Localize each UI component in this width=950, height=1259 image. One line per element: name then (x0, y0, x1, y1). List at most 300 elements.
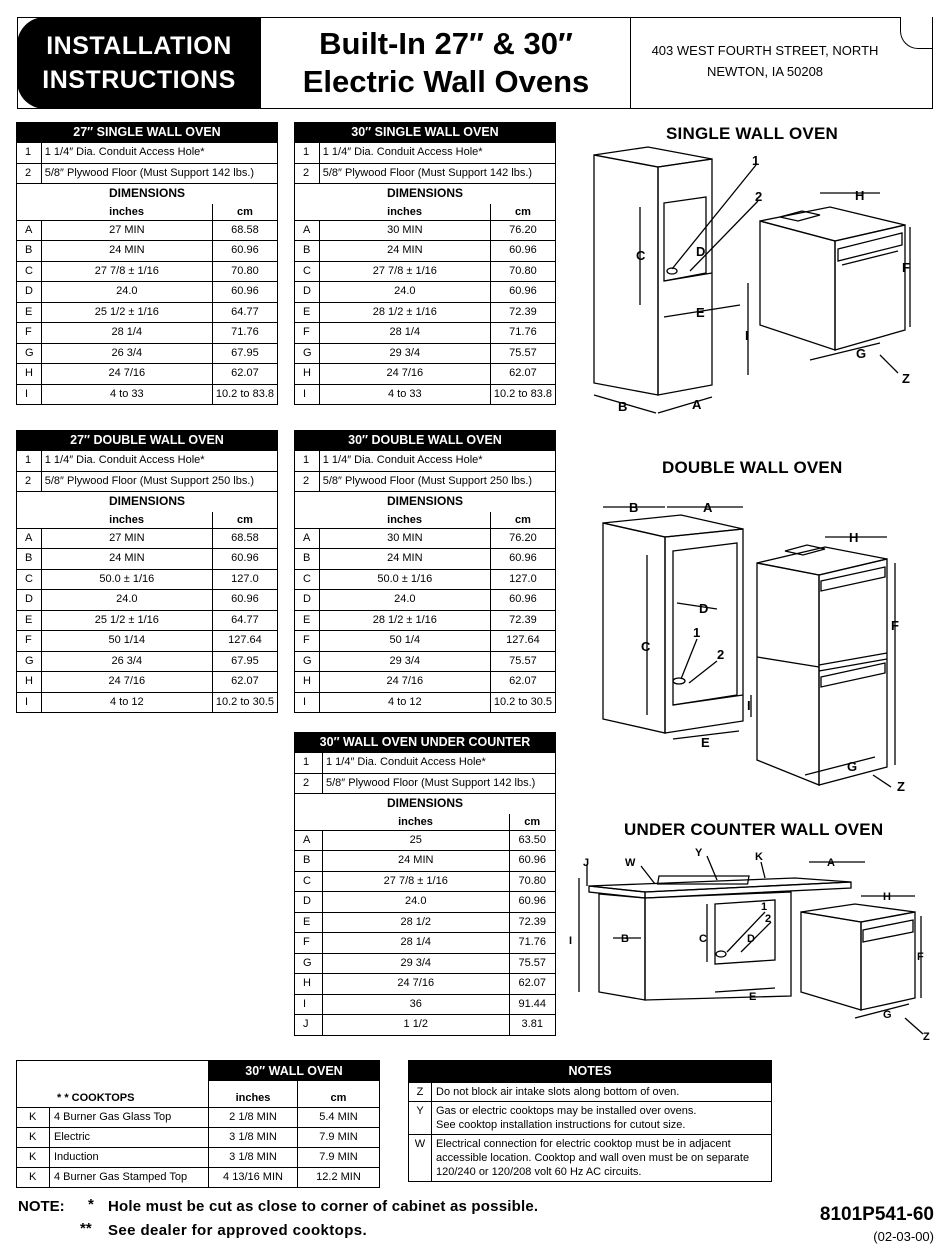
note-key: 2 (295, 773, 323, 794)
dim-inches: 28 1/2 (323, 912, 510, 933)
note-key: 2 (295, 163, 320, 184)
note-text: 1 1/4″ Dia. Conduit Access Hole* (41, 451, 277, 472)
cooktop-row (17, 1147, 380, 1167)
note-text: 5/8″ Plywood Floor (Must Support 142 lbs.) (319, 163, 555, 184)
note-line: 120/240 or 120/208 volt 60 Hz AC circuits. (436, 1166, 642, 1178)
column-header-row (295, 512, 556, 529)
table-row (295, 974, 556, 995)
dim-key: F (295, 631, 320, 652)
label-1: 1 (752, 153, 760, 168)
note-key: 2 (295, 471, 320, 492)
table-row (17, 528, 278, 549)
dim-cm: 62.07 (212, 672, 277, 693)
dim-inches: 27 7/8 ± 1/16 (323, 871, 510, 892)
dim-key: E (295, 912, 323, 933)
uc-label-C: C (699, 933, 707, 945)
note-text: 1 1/4″ Dia. Conduit Access Hole* (41, 143, 277, 164)
table-row (17, 343, 278, 364)
cm-header: cm (490, 512, 555, 529)
table-row (295, 364, 556, 385)
notes-title: NOTES (409, 1061, 772, 1083)
table-row (295, 241, 556, 262)
column-header-row (295, 814, 556, 831)
dim-inches: 27 7/8 ± 1/16 (319, 261, 490, 282)
double-oven-diagram (585, 485, 925, 795)
cooktop-name: Electric (50, 1127, 209, 1147)
table-note-row (295, 163, 556, 184)
table-row (17, 302, 278, 323)
table-row (295, 994, 556, 1015)
dim-inches: 26 3/4 (41, 651, 212, 672)
table-title-row (295, 431, 556, 451)
table-title: 30″ WALL OVEN UNDER COUNTER (295, 733, 556, 753)
table-note-row (295, 773, 556, 794)
table-row (295, 610, 556, 631)
dim-cm: 63.50 (509, 830, 556, 851)
note-text (432, 1083, 772, 1102)
cooktop-key: K (17, 1107, 50, 1127)
dim-inches: 24 MIN (41, 241, 212, 262)
dim-cm: 75.57 (490, 343, 555, 364)
table-row (295, 343, 556, 364)
dim-inches: 50.0 ± 1/16 (319, 569, 490, 590)
cooktop-cm: 7.9 MIN (298, 1127, 380, 1147)
note-key: 2 (17, 471, 42, 492)
address-line-2: NEWTON, IA 50208 (706, 64, 824, 79)
dim-inches: 27 MIN (41, 528, 212, 549)
label-2: 2 (755, 189, 763, 204)
table-row (17, 323, 278, 344)
uc-label-E: E (749, 991, 757, 1003)
uc-label-H: H (883, 891, 891, 903)
footer-star-2: ** (80, 1220, 92, 1237)
part-number: 8101P541-60 (819, 1204, 934, 1225)
uc-label-Z: Z (923, 1031, 930, 1043)
dimensions-row (295, 184, 556, 204)
uc-label-F: F (917, 951, 924, 963)
dim-key: H (17, 364, 42, 385)
header-badge (17, 17, 261, 109)
dim-key: C (17, 569, 42, 590)
note-key: 1 (295, 143, 320, 164)
dim-cm: 127.0 (212, 569, 277, 590)
dbl-label-F: F (891, 618, 899, 633)
dim-inches: 24 7/16 (41, 672, 212, 693)
notes-table (408, 1060, 772, 1182)
dim-key: C (17, 261, 42, 282)
dim-inches: 25 1/2 ± 1/16 (41, 610, 212, 631)
cooktop-row (17, 1107, 380, 1127)
inches-header: inches (323, 814, 510, 831)
dim-key: D (295, 892, 323, 913)
blank-header (17, 204, 42, 221)
note-text: 5/8″ Plywood Floor (Must Support 142 lbs.) (323, 773, 556, 794)
note-row (409, 1135, 772, 1182)
table-row (295, 528, 556, 549)
dbl-label-H: H (849, 530, 859, 545)
dim-cm: 71.76 (490, 323, 555, 344)
cooktop-cm: 7.9 MIN (298, 1147, 380, 1167)
dbl-label-E: E (701, 735, 710, 750)
dim-key: E (295, 302, 320, 323)
table-row (17, 672, 278, 693)
dim-key: G (17, 651, 42, 672)
cooktop-row (17, 1127, 380, 1147)
table-row (295, 569, 556, 590)
dim-cm: 76.20 (490, 528, 555, 549)
table-row (295, 323, 556, 344)
table-note-row (295, 143, 556, 164)
dim-cm: 64.77 (212, 610, 277, 631)
dim-key: C (295, 569, 320, 590)
table-row (17, 384, 278, 405)
table-row (295, 953, 556, 974)
dim-key: D (17, 282, 42, 303)
dim-key: F (295, 933, 323, 954)
dim-inches: 24 MIN (319, 549, 490, 570)
dim-key: D (295, 590, 320, 611)
dim-cm: 62.07 (490, 364, 555, 385)
dim-key: I (17, 692, 42, 713)
note-line: Gas or electric cooktops may be installed over ovens. (436, 1105, 697, 1117)
dim-key: H (17, 672, 42, 693)
label-G: G (856, 346, 867, 361)
cooktop-cm-header: cm (298, 1081, 380, 1108)
dim-cm: 68.58 (212, 220, 277, 241)
dim-cm: 71.76 (509, 933, 556, 954)
dim-cm: 70.80 (490, 261, 555, 282)
note-text (432, 1135, 772, 1182)
dim-cm: 127.64 (212, 631, 277, 652)
dim-cm: 70.80 (212, 261, 277, 282)
single-diagram-title: SINGLE WALL OVEN (666, 124, 838, 143)
dim-inches: 25 (323, 830, 510, 851)
footer-star-1: * (88, 1196, 94, 1213)
table-row (295, 631, 556, 652)
table-note-row (17, 143, 278, 164)
dim-key: A (17, 220, 42, 241)
dim-cm: 72.39 (490, 610, 555, 631)
dim-key: H (295, 974, 323, 995)
uc-label-B: B (621, 933, 629, 945)
footer-note-1: Hole must be cut as close to corner of cabinet as possible. (108, 1198, 539, 1215)
dimensions-label: DIMENSIONS (295, 492, 556, 512)
dim-cm: 60.96 (212, 282, 277, 303)
column-header-row (17, 204, 278, 221)
dim-cm: 76.20 (490, 220, 555, 241)
note-text: 5/8″ Plywood Floor (Must Support 250 lbs.) (41, 471, 277, 492)
note-line: See cooktop installation instructions for cutout size. (436, 1119, 686, 1131)
cooktop-inches: 3 1/8 MIN (209, 1147, 298, 1167)
dim-cm: 64.77 (212, 302, 277, 323)
table-note-row (295, 451, 556, 472)
note-key: W (409, 1135, 432, 1182)
table-row (17, 241, 278, 262)
label-D: D (696, 244, 706, 259)
note-key: 2 (17, 163, 42, 184)
dim-key: I (295, 994, 323, 1015)
dim-inches: 36 (323, 994, 510, 1015)
label-H: H (855, 188, 865, 203)
title-line-2: Electric Wall Ovens (302, 64, 590, 99)
table-row (17, 364, 278, 385)
dim-inches: 30 MIN (319, 528, 490, 549)
dim-inches: 28 1/4 (319, 323, 490, 344)
dim-key: B (295, 851, 323, 872)
table-title: 27″ DOUBLE WALL OVEN (17, 431, 278, 451)
note-row (409, 1102, 772, 1135)
dim-inches: 50 1/14 (41, 631, 212, 652)
cm-header: cm (509, 814, 556, 831)
table-row (295, 384, 556, 405)
cooktop-name: Induction (50, 1147, 209, 1167)
dim-cm: 60.96 (490, 241, 555, 262)
cooktop-inches: 3 1/8 MIN (209, 1127, 298, 1147)
dim-inches: 30 MIN (319, 220, 490, 241)
dimensions-row (295, 794, 556, 814)
dim-key: A (295, 220, 320, 241)
dim-cm: 60.96 (490, 549, 555, 570)
uc-label-Y: Y (695, 847, 703, 859)
header-corner-decoration (900, 17, 932, 49)
dim-key: I (295, 384, 320, 405)
uc-label-D: D (747, 933, 755, 945)
dim-key: B (295, 549, 320, 570)
badge-line-2: INSTRUCTIONS (42, 66, 236, 94)
blank-header (17, 512, 42, 529)
dim-cm: 60.96 (212, 241, 277, 262)
table-row (295, 549, 556, 570)
note-text: 1 1/4″ Dia. Conduit Access Hole* (319, 451, 555, 472)
dim-inches: 28 1/4 (323, 933, 510, 954)
dim-cm: 67.95 (212, 651, 277, 672)
dim-cm: 60.96 (490, 282, 555, 303)
note-key: 1 (17, 451, 42, 472)
dim-inches: 26 3/4 (41, 343, 212, 364)
double-diagram-title: DOUBLE WALL OVEN (662, 458, 843, 477)
spec-table-30-under-counter (294, 732, 556, 1036)
cooktop-inches: 2 1/8 MIN (209, 1107, 298, 1127)
dim-key: H (295, 672, 320, 693)
dimensions-label: DIMENSIONS (295, 184, 556, 204)
cooktops-header: * * COOKTOPS (17, 1081, 209, 1108)
dim-inches: 28 1/4 (41, 323, 212, 344)
table-row (295, 933, 556, 954)
dim-key: D (295, 282, 320, 303)
dimensions-row (295, 492, 556, 512)
dim-inches: 24.0 (41, 590, 212, 611)
dim-cm: 10.2 to 83.8 (212, 384, 277, 405)
dimensions-label: DIMENSIONS (17, 184, 278, 204)
label-B: B (618, 399, 628, 414)
cooktop-cm: 5.4 MIN (298, 1107, 380, 1127)
uc-label-J: J (583, 857, 590, 869)
inches-header: inches (41, 204, 212, 221)
dim-key: B (17, 549, 42, 570)
dim-cm: 60.96 (509, 851, 556, 872)
footer-note-label: NOTE: (18, 1198, 65, 1215)
table-row (295, 1015, 556, 1036)
table-title-row (295, 733, 556, 753)
dbl-label-2: 2 (717, 647, 725, 662)
table-row (17, 590, 278, 611)
uc-label-K: K (755, 851, 763, 863)
dbl-label-G: G (847, 759, 858, 774)
note-text (432, 1102, 772, 1135)
dim-cm: 60.96 (212, 590, 277, 611)
table-row (295, 692, 556, 713)
note-line: accessible location. Cooktop and wall oven must be on separate (436, 1152, 750, 1164)
cooktop-inches-header: inches (209, 1081, 298, 1108)
blank-header (295, 512, 320, 529)
dim-inches: 4 to 33 (319, 384, 490, 405)
under-counter-diagram-title: UNDER COUNTER WALL OVEN (624, 820, 884, 839)
dbl-label-B: B (629, 500, 639, 515)
dim-inches: 28 1/2 ± 1/16 (319, 610, 490, 631)
revision-date: (02-03-00) (873, 1229, 934, 1244)
label-E: E (696, 305, 705, 320)
dbl-label-C: C (641, 639, 651, 654)
dim-inches: 29 3/4 (319, 651, 490, 672)
table-row (17, 220, 278, 241)
address-line-1: 403 WEST FOURTH STREET, NORTH (651, 43, 879, 58)
dim-key: E (17, 610, 42, 631)
dim-key: F (295, 323, 320, 344)
blank-header (295, 814, 323, 831)
table-title-row (295, 123, 556, 143)
dim-inches: 28 1/2 ± 1/16 (319, 302, 490, 323)
cooktop-inches: 4 13/16 MIN (209, 1167, 298, 1187)
dim-cm: 70.80 (509, 871, 556, 892)
dim-cm: 10.2 to 83.8 (490, 384, 555, 405)
table-row (295, 892, 556, 913)
dim-key: G (295, 651, 320, 672)
table-row (295, 851, 556, 872)
dim-key: A (17, 528, 42, 549)
dim-key: E (17, 302, 42, 323)
table-row (295, 261, 556, 282)
spec-table-30-single (294, 122, 556, 405)
cooktop-name: 4 Burner Gas Glass Top (50, 1107, 209, 1127)
cooktop-row (17, 1167, 380, 1187)
dim-cm: 75.57 (490, 651, 555, 672)
cooktop-table-title: 30″ WALL OVEN (209, 1061, 380, 1081)
table-note-row (295, 471, 556, 492)
dim-cm: 10.2 to 30.5 (490, 692, 555, 713)
dim-inches: 4 to 12 (41, 692, 212, 713)
dimensions-row (17, 492, 278, 512)
dim-key: E (295, 610, 320, 631)
table-row (295, 871, 556, 892)
uc-label-I: I (569, 935, 573, 947)
note-text: 5/8″ Plywood Floor (Must Support 250 lbs.) (319, 471, 555, 492)
dim-cm: 75.57 (509, 953, 556, 974)
table-row (295, 830, 556, 851)
table-row (17, 651, 278, 672)
dim-cm: 60.96 (490, 590, 555, 611)
dim-cm: 127.0 (490, 569, 555, 590)
dim-cm: 60.96 (212, 549, 277, 570)
note-key: 1 (17, 143, 42, 164)
table-row (17, 692, 278, 713)
dim-cm: 60.96 (509, 892, 556, 913)
dim-key: I (17, 384, 42, 405)
dim-inches: 24 7/16 (319, 364, 490, 385)
dim-key: G (17, 343, 42, 364)
table-row (17, 631, 278, 652)
cooktop-key: K (17, 1147, 50, 1167)
dim-inches: 29 3/4 (319, 343, 490, 364)
footer-note-2: See dealer for approved cooktops. (108, 1222, 368, 1239)
under-counter-diagram (565, 842, 935, 1047)
cooktop-key: K (17, 1127, 50, 1147)
note-key: Z (409, 1083, 432, 1102)
dim-key: I (295, 692, 320, 713)
uc-label-W: W (625, 857, 636, 869)
table-row (295, 302, 556, 323)
table-row (295, 282, 556, 303)
dim-key: J (295, 1015, 323, 1036)
dbl-label-I: I (747, 698, 751, 713)
dim-inches: 50 1/4 (319, 631, 490, 652)
cooktop-cm: 12.2 MIN (298, 1167, 380, 1187)
table-title: 30″ SINGLE WALL OVEN (295, 123, 556, 143)
cooktop-table (16, 1060, 380, 1188)
table-note-row (17, 163, 278, 184)
table-note-row (17, 451, 278, 472)
dim-inches: 24 MIN (41, 549, 212, 570)
dimensions-row (17, 184, 278, 204)
table-row (295, 912, 556, 933)
dim-cm: 62.07 (490, 672, 555, 693)
table-row (17, 282, 278, 303)
note-text: 1 1/4″ Dia. Conduit Access Hole* (319, 143, 555, 164)
table-row (295, 590, 556, 611)
note-key: Y (409, 1102, 432, 1135)
dim-inches: 25 1/2 ± 1/16 (41, 302, 212, 323)
dim-key: A (295, 528, 320, 549)
dim-inches: 24.0 (41, 282, 212, 303)
dim-inches: 29 3/4 (323, 953, 510, 974)
dim-cm: 67.95 (212, 343, 277, 364)
dim-cm: 72.39 (509, 912, 556, 933)
note-line: Do not block air intake slots along bottom of oven. (436, 1086, 680, 1098)
table-row (295, 220, 556, 241)
dim-inches: 50.0 ± 1/16 (41, 569, 212, 590)
inches-header: inches (319, 512, 490, 529)
dim-cm: 68.58 (212, 528, 277, 549)
uc-label-G: G (883, 1009, 892, 1021)
dim-key: H (295, 364, 320, 385)
note-key: 1 (295, 451, 320, 472)
note-text: 5/8″ Plywood Floor (Must Support 142 lbs.) (41, 163, 277, 184)
dim-cm: 3.81 (509, 1015, 556, 1036)
dim-inches: 24 7/16 (319, 672, 490, 693)
dim-cm: 91.44 (509, 994, 556, 1015)
dim-key: D (17, 590, 42, 611)
label-I: I (745, 328, 749, 343)
cooktop-name: 4 Burner Gas Stamped Top (50, 1167, 209, 1187)
cooktop-key: K (17, 1167, 50, 1187)
single-oven-diagram (580, 145, 925, 440)
dim-key: G (295, 343, 320, 364)
blank-header (295, 204, 320, 221)
cm-header: cm (490, 204, 555, 221)
label-F: F (902, 260, 910, 275)
uc-label-2: 2 (765, 913, 772, 925)
table-title: 30″ DOUBLE WALL OVEN (295, 431, 556, 451)
dim-inches: 4 to 33 (41, 384, 212, 405)
